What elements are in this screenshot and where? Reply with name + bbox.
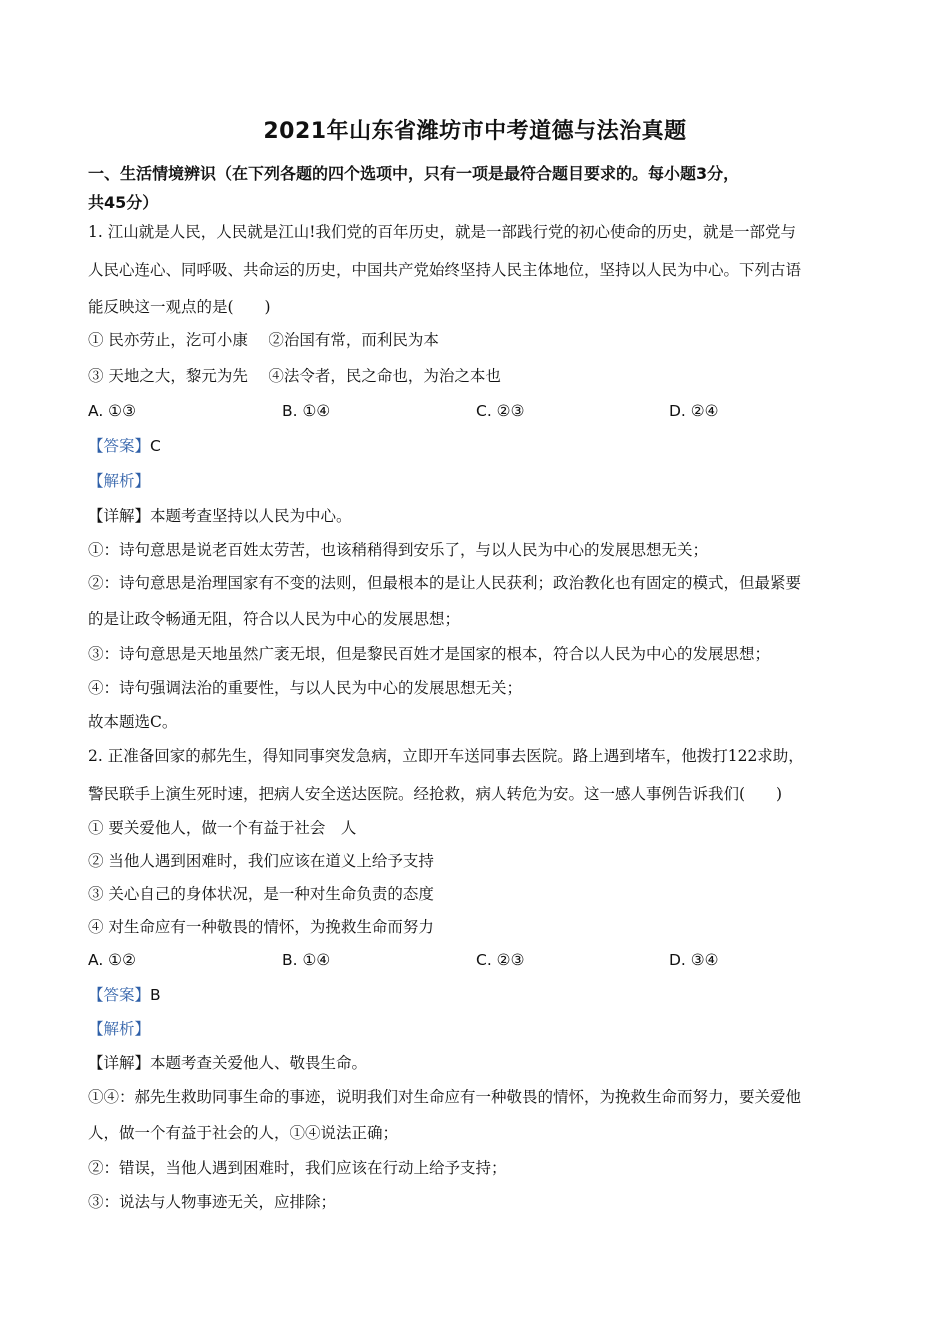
q2-analysis-tag: 【解析】	[88, 1020, 151, 1038]
q1-explanation-4: ④：诗句强调法治的重要性，与以人民为中心的发展思想无关；	[88, 679, 523, 697]
answer-value: B	[150, 986, 161, 1004]
section-heading-line1: 一、生活情境辨识（在下列各题的四个选项中，只有一项是最符合题目要求的。每小题3分，	[88, 164, 740, 183]
q1-items-line2: ③ 天地之大，黎元为先 ④法令者，民之命也，为治之本也	[88, 367, 501, 385]
q1-stem-line2: 人民心连心、同呼吸、共命运的历史，中国共产党始终坚持人民主体地位，坚持以人民为中心。下列古语	[88, 261, 802, 279]
answer-tag: 【答案】	[88, 986, 151, 1004]
q1-detail: 【详解】本题考查坚持以人民为中心。	[88, 507, 352, 525]
q2-item-3: ③ 关心自己的身体状况，是一种对生命负责的态度	[88, 885, 434, 903]
q1-items-line1: ① 民亦劳止，汔可小康 ②治国有常，而利民为本	[88, 331, 439, 349]
q1-conclusion: 故本题选C。	[88, 713, 178, 731]
q2-item-1: ① 要关爱他人，做一个有益于社会 人	[88, 819, 357, 837]
q1-explanation-3: ③：诗句意思是天地虽然广袤无垠，但是黎民百姓才是国家的根本，符合以人民为中心的发展思想；	[88, 645, 771, 663]
q2-explanation-3: ③：说法与人物事迹无关，应排除；	[88, 1193, 337, 1211]
q1-option-d: D. ②④	[669, 402, 719, 420]
q1-explanation-2a: ②：诗句意思是治理国家有不变的法则，但最根本的是让人民获利；政治教化也有固定的模式，但最紧要	[88, 574, 802, 592]
q2-option-c: C. ②③	[476, 951, 525, 969]
page-title: 2021年山东省潍坊市中考道德与法治真题	[263, 119, 687, 144]
q2-explanation-1b: 人，做一个有益于社会的人，①④说法正确；	[88, 1124, 399, 1142]
q1-analysis-tag: 【解析】	[88, 472, 151, 490]
q1-explanation-2b: 的是让政令畅通无阻，符合以人民为中心的发展思想；	[88, 610, 461, 628]
q1-answer	[88, 436, 161, 456]
q2-item-4: ④ 对生命应有一种敬畏的情怀，为挽救生命而努力	[88, 918, 434, 936]
q2-answer	[88, 985, 161, 1005]
q1-stem-line3: 能反映这一观点的是( )	[88, 298, 271, 316]
q2-detail: 【详解】本题考查关爱他人、敬畏生命。	[88, 1054, 368, 1072]
q2-stem-line2: 警民联手上演生死时速，把病人安全送达医院。经抢救，病人转危为安。这一感人事例告诉我们( )	[88, 785, 783, 803]
q1-option-b: B. ①④	[282, 402, 331, 420]
q2-item-2: ② 当他人遇到困难时，我们应该在道义上给予支持	[88, 852, 434, 870]
q2-option-b: B. ①④	[282, 951, 331, 969]
q1-option-c: C. ②③	[476, 402, 525, 420]
answer-tag: 【答案】	[88, 437, 151, 455]
q2-option-d: D. ③④	[669, 951, 719, 969]
answer-value: C	[150, 437, 161, 455]
section-heading-line2: 共45分）	[88, 193, 159, 212]
q2-explanation-2: ②：错误，当他人遇到困难时，我们应该在行动上给予支持；	[88, 1159, 507, 1177]
q1-explanation-1: ①：诗句意思是说老百姓太劳苦，也该稍稍得到安乐了，与以人民为中心的发展思想无关；	[88, 541, 709, 559]
q2-explanation-1a: ①④：郝先生救助同事生命的事迹，说明我们对生命应有一种敬畏的情怀，为挽救生命而努力，要关爱他	[88, 1088, 802, 1106]
q1-stem-line1: 1. 江山就是人民，人民就是江山!我们党的百年历史，就是一部践行党的初心使命的历史，就是一部党与	[88, 223, 796, 241]
q2-stem-line1: 2. 正准备回家的郝先生，得知同事突发急病，立即开车送同事去医院。路上遇到堵车，他拨打122求助，	[88, 747, 804, 765]
q1-option-a: A. ①③	[88, 402, 136, 420]
q2-option-a: A. ①②	[88, 951, 136, 969]
